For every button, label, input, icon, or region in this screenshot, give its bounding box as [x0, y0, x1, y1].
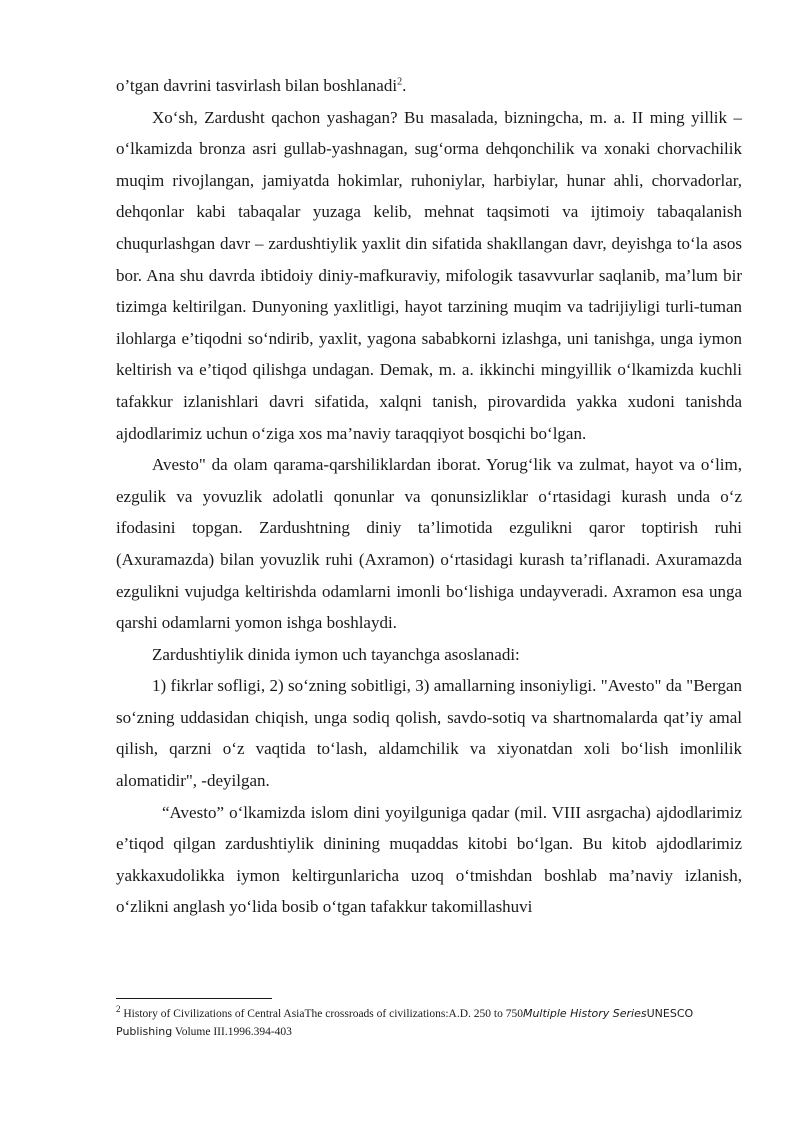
paragraph-continuation [116, 70, 742, 102]
footnote-source-title: History of Civilizations of Central AsiaThe crossroads of civilizations:A.D. 250 to 750 [123, 1008, 523, 1020]
footnote-volume: Volume III.1996.394-403 [172, 1026, 292, 1038]
footnote-separator [116, 998, 272, 999]
paragraph-avesto-book: “Avesto” o‘lkamizda islom dini yoyilguniga qadar (mil. VIII asrgacha) ajdodlarimiz e’tiqod qilgan zardushtiylik dinining muqaddas kitobi bo‘lgan. Bu kitob ajdodlarimiz yakkaxudolikka iymon keltirgunlaricha uzoq o‘tmishdan boshlab ma’naviy izlanish, o‘zlikni anglash yo‘lida bosib o‘tgan tafakkur takomillashuvi [116, 802, 742, 917]
paragraph-faith-pillars-list: 1) fikrlar sofligi, 2) so‘zning sobitligi, 3) amallarning insoniyligi. "Avesto" da "Bergan so‘zning uddasidan chiqish, unga sodiq qolish, savdo-sotiq va shartnomalarda qat’iy amal qilish, qarzni o‘z vaqtida to‘lash, aldamchilik va xiyonatdan xoli bo‘lish imonlilik alomatidir", -deyilgan. [116, 676, 742, 791]
footnote-publisher: UNESCO Publishing [116, 1007, 694, 1038]
footnote-reference[interactable]: 2 [397, 76, 403, 88]
footnote [116, 1005, 742, 1041]
footnote-number: 2 [116, 1004, 121, 1015]
paragraph-punctuation: . [402, 76, 407, 95]
paragraph-faith-pillars-intro: Zardushtiylik dinida iymon uch tayanchga asoslanadi: [152, 644, 520, 664]
body-text [116, 70, 742, 923]
paragraph-zardusht-date: Xo‘sh, Zardusht qachon yashagan? Bu masalada, bizningcha, m. a. II ming yillik – o‘lkamizda bronza asri gullab-yashnagan, sug‘orma dehqonchilik va xonaki chorvachilik muqim rivojlangan, jamiyatda hokimlar, ruhoniylar, harbiylar, hunar ahli, chorvadorlar, dehqonlar kabi tabaqalar yuzaga kelib, mehnat taqsimoti va ijtimoiy tabaqalanish chuqurlashgan davr – zardushtiylik yaxlit din sifatida shakllangan davr, deyishga to‘la asos bor. Ana shu davrda ibtidoiy diniy-mafkuraviy, mifologik tasavvurlar saqlanib, ma’lum bir tizimga keltirilgan. Dunyoning yaxlitligi, hayot tarzining muqim va tadrijiyligi turli-tuman ilohlarga e’tiqodni so‘ndirib, yaxlit, yagona sababkorni izlashga, uni tanishga, unga iymon keltirish va e’tiqod qilishga undagan. Demak, m. a. ikkinchi mingyillik o‘lkamizda kuchli tafakkur izlanishlari davri sifatida, xalqni tanish, pirovardida yakka xudoni tanishda ajdodlarimiz uchun o‘ziga xos ma’naviy taraqqiyot bosqichi bo‘lgan. [116, 107, 742, 443]
paragraph-text: o’tgan davrini tasvirlash bilan boshlanadi [116, 76, 398, 95]
paragraph-avesto-opposites: Avesto" da olam qarama-qarshiliklardan iborat. Yorug‘lik va zulmat, hayot va o‘lim, ezgulik va yovuzlik adolatli qonunlar va qonunsizliklar o‘rtasidagi kurash unda o‘z ifodasini topgan. Zardushtning diniy ta’limotida ezgulikni qaror toptirish ruhi (Axuramazda) bilan yovuzlik ruhi (Axramon) o‘rtasidagi kurash ta’riflanadi. Axuramazda ezgulikni vujudga keltirishda odamlarni imonli bo‘lishiga undayveradi. Axramon esa unga qarshi odamlarni yomon ishga boshlaydi. [116, 455, 742, 633]
footnote-series: Multiple History Series [522, 1007, 647, 1020]
